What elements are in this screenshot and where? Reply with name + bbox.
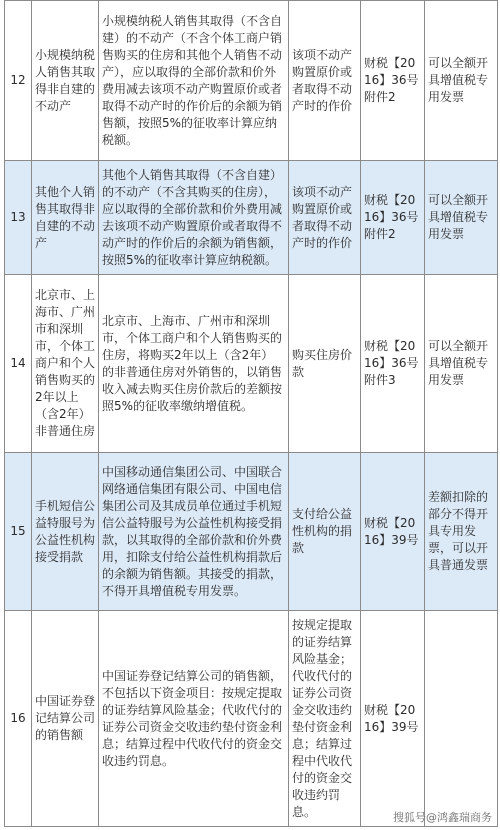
deduction-basis: 该项不动产购置原价或者取得不动产时的作价 <box>289 161 361 275</box>
row-number: 13 <box>5 161 32 275</box>
table-row <box>5 161 498 275</box>
deduction-basis: 购买住房价款 <box>289 275 361 453</box>
row-number: 16 <box>5 611 32 827</box>
policy-table <box>4 0 498 827</box>
invoice-rule: 可以全额开具增值税专用发票 <box>425 1 498 161</box>
policy-document: 财税【2016】36号附件2 <box>361 1 425 161</box>
invoice-rule: 可以全额开具增值税专用发票 <box>425 161 498 275</box>
policy-document: 财税【2016】39号 <box>361 611 425 827</box>
item-name: 手机短信公益特服号为公益性机构接受捐款 <box>32 453 99 611</box>
table-row <box>5 611 498 827</box>
policy-content: 北京市、上海市、广州市和深圳市，个体工商户和个人销售购买的住房，将购买2年以上（含2年）的非普通住房对外销售的，以销售收入减去购买住房价款后的差额按照5%的征收率缴纳增值税。 <box>99 275 289 453</box>
invoice-rule: 可以全额开具增值税专用发票 <box>425 275 498 453</box>
table-row <box>5 1 498 161</box>
policy-content: 小规模纳税人销售其取得（不含自建）的不动产（不含个体工商户销售购买的住房和其他个人销售不动产），应以取得的全部价款和价外费用减去该项不动产购置原价或者取得不动产时的作价后的余额为销售额，按照5%的征收率计算应纳税额。 <box>99 1 289 161</box>
item-name: 北京市、上海市、广州市和深圳市，个体工商户和个人销售购买的2年以上（含2年）非普通住房 <box>32 275 99 453</box>
deduction-basis: 该项不动产购置原价或者取得不动产时的作价 <box>289 1 361 161</box>
row-number: 14 <box>5 275 32 453</box>
invoice-rule: 差额扣除的部分不得开具专用发票，可以开具普通发票 <box>425 453 498 611</box>
deduction-basis: 支付给公益性机构的捐款 <box>289 453 361 611</box>
invoice-rule <box>425 611 498 827</box>
policy-content: 其他个人销售其取得（不含自建）的不动产（不含其购买的住房），应以取得的全部价款和价外费用减去该项不动产购置原价或者取得不动产时的作价后的余额为销售额，按照5%的征收率计算应纳税额。 <box>99 161 289 275</box>
row-number: 15 <box>5 453 32 611</box>
policy-content: 中国移动通信集团公司、中国联合网络通信集团有限公司、中国电信集团公司及其成员单位通过手机短信公益特服号为公益性机构接受捐款，以其取得的全部价款和价外费用，扣除支付给公益性机构捐款后的余额为销售额。其接受的捐款，不得开具增值税专用发票。 <box>99 453 289 611</box>
policy-content: 中国证券登记结算公司的销售额，不包括以下资金项目：按规定提取的证券结算风险基金；代收代付的证券公司资金交收违约垫付资金利息；结算过程中代收代付的资金交收违约罚息。 <box>99 611 289 827</box>
policy-document: 财税【2016】36号附件3 <box>361 275 425 453</box>
item-name: 中国证券登记结算公司的销售额 <box>32 611 99 827</box>
row-number: 12 <box>5 1 32 161</box>
source-watermark: 搜狐号@鸿鑫瑞商务 <box>393 811 492 824</box>
deduction-basis: 按规定提取的证券结算风险基金；代收代付的证券公司资金交收违约垫付资金利息；结算过程中代收代付的资金交收违约罚息。 <box>289 611 361 827</box>
table-row <box>5 275 498 453</box>
policy-document: 财税【2016】39号 <box>361 453 425 611</box>
table-row <box>5 453 498 611</box>
policy-document: 财税【2016】36号附件2 <box>361 161 425 275</box>
item-name: 小规模纳税人销售其取得非自建的不动产 <box>32 1 99 161</box>
item-name: 其他个人销售其取得非自建的不动产 <box>32 161 99 275</box>
